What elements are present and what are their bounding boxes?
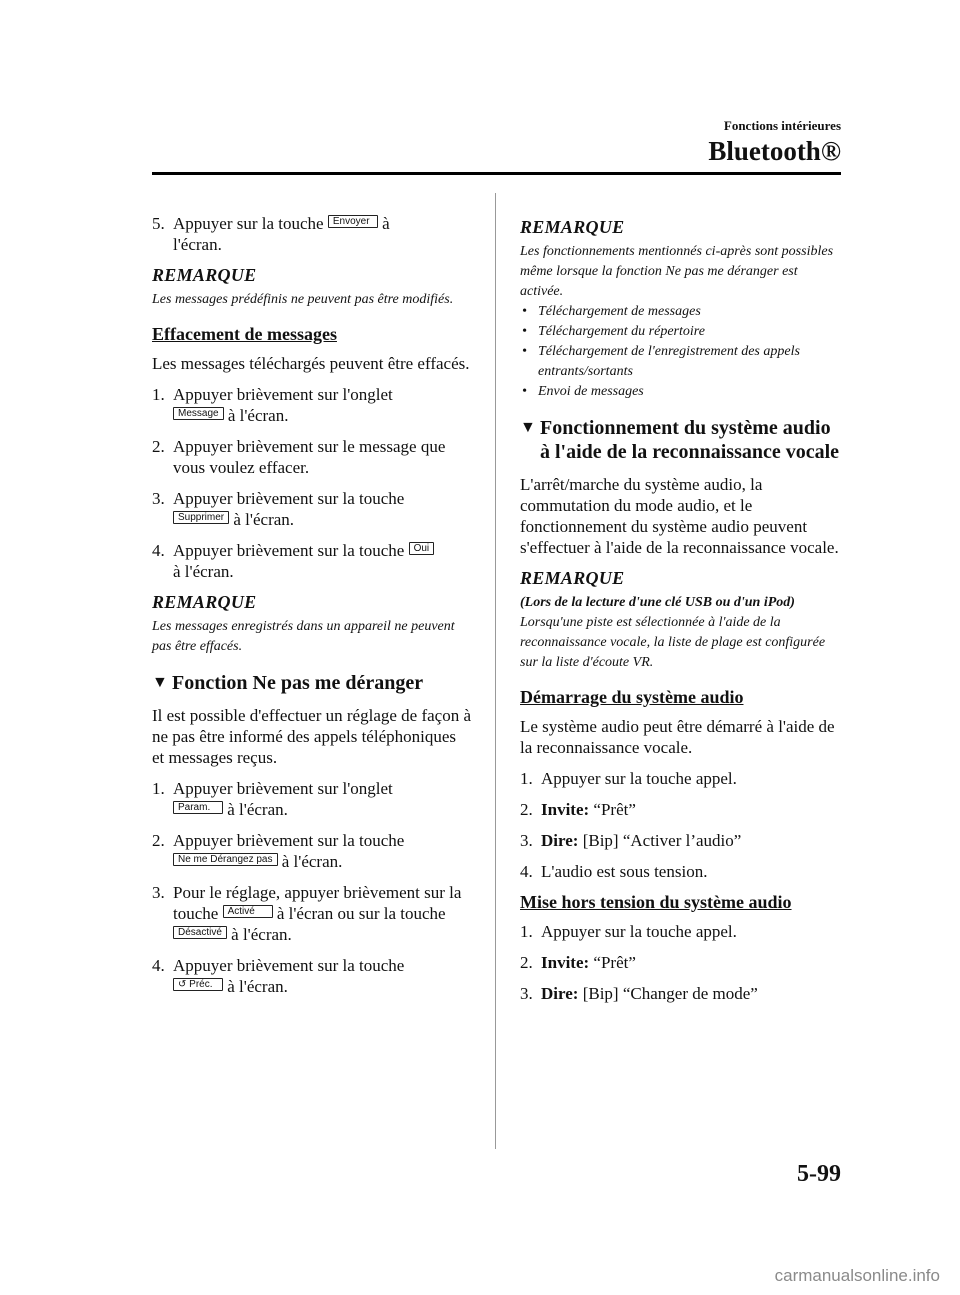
footer-watermark[interactable]: carmanualsonline.info [774, 1266, 940, 1285]
back-arrow-icon: ↺ [178, 979, 187, 990]
page-number: 5-99 [797, 1161, 841, 1187]
note-title: REMARQUE [520, 568, 625, 588]
envoyer-key: Envoyer [328, 215, 378, 228]
subheading-stop-audio: Mise hors tension du système audio [520, 892, 792, 912]
subheading-delete-messages: Effacement de messages [152, 324, 337, 344]
section-heading-do-not-disturb: ▼ Fonction Ne pas me déranger [152, 672, 424, 694]
inactive-key: Désactivé [173, 926, 227, 939]
do-not-disturb-key: Ne me Dérangez pas [173, 853, 278, 866]
step-2: 2. Appuyer brièvement sur le message que vous voulez effacer. [152, 437, 446, 477]
step-2: 2. Invite: “Prêt” [520, 800, 636, 819]
section-heading-audio-voice: ▼ Fonctionnement du système audio à l'aide de la reconnaissance vocale [520, 417, 840, 463]
header-rule [152, 172, 841, 175]
left-column [152, 213, 472, 1007]
note-title: REMARQUE [152, 592, 257, 612]
step-send: 5. Appuyer sur la touche Envoyer à l'écran. [152, 214, 390, 254]
header-title: Bluetooth® [708, 136, 841, 166]
paragraph: L'arrêt/marche du système audio, la commutation du mode audio, et le fonctionnement du système audio peuvent s'effectuer à l'aide de la reconnaissance vocale. [520, 475, 839, 557]
step-3: 3. Dire: [Bip] “Changer de mode” [520, 984, 758, 1003]
active-key: Activé [223, 905, 273, 918]
bullet-item: • Téléchargement de l'enregistrement des appels entrants/sortants [522, 344, 800, 379]
subheading-start-audio: Démarrage du système audio [520, 687, 744, 707]
back-key: ↺ Préc. [173, 978, 223, 991]
oui-key: Oui [409, 542, 435, 555]
paragraph: Il est possible d'effectuer un réglage de façon à ne pas être informé des appels téléphoniques et messages reçus. [152, 706, 471, 767]
step-3: 3. Appuyer brièvement sur la touche Supprimer à l'écran. [152, 489, 405, 529]
step-1: 1. Appuyer sur la touche appel. [520, 922, 737, 941]
paragraph: Le système audio peut être démarré à l'aide de la reconnaissance vocale. [520, 717, 835, 757]
column-divider [495, 193, 496, 1149]
header-section: Fonctions intérieures [723, 118, 841, 133]
paragraph: Les messages téléchargés peuvent être effacés. [152, 354, 470, 373]
step-1: 1. Appuyer brièvement sur l'onglet Message à l'écran. [152, 385, 393, 425]
message-key: Message [173, 407, 224, 420]
note-title: REMARQUE [152, 265, 257, 285]
triangle-icon: ▼ [152, 674, 168, 691]
note-title: REMARQUE [520, 217, 625, 237]
note-body: Les messages prédéfinis ne peuvent pas être modifiés. [152, 292, 454, 307]
step-3: 3. Pour le réglage, appuyer brièvement sur la touche Activé à l'écran ou sur la touche Désactivé à l'écran. [152, 883, 462, 944]
bullet-item: • Téléchargement du répertoire [522, 324, 705, 339]
step-2: 2. Appuyer brièvement sur la touche Ne me Dérangez pas à l'écran. [152, 831, 405, 871]
step-4: 4. L'audio est sous tension. [520, 862, 708, 881]
step-3: 3. Dire: [Bip] “Activer l’audio” [520, 831, 742, 850]
bullet-list [520, 302, 840, 402]
supprimer-key: Supprimer [173, 511, 229, 524]
step-1: 1. Appuyer sur la touche appel. [520, 769, 737, 788]
note-body: Lorsqu'une piste est sélectionnée à l'aide de la reconnaissance vocale, la liste de plage est configurée sur la liste d'écoute VR. [520, 615, 826, 670]
bullet-item: • Envoi de messages [522, 384, 644, 399]
step-4: 4. Appuyer brièvement sur la touche Oui à l'écran. [152, 540, 472, 582]
triangle-icon: ▼ [520, 419, 536, 436]
bullet-item: • Téléchargement de messages [522, 304, 701, 319]
step-2: 2. Invite: “Prêt” [520, 953, 636, 972]
step-4: 4. Appuyer brièvement sur la touche ↺ Préc. à l'écran. [152, 956, 405, 996]
step-1: 1. Appuyer brièvement sur l'onglet Param. à l'écran. [152, 779, 393, 819]
note-subtitle: (Lors de la lecture d'une clé USB ou d'un iPod) [520, 595, 795, 610]
note-body: Les messages enregistrés dans un appareil ne peuvent pas être effacés. [152, 619, 455, 654]
right-column [520, 213, 840, 1014]
note-body: Les fonctionnements mentionnés ci-après sont possibles même lorsque la fonction Ne pas me déranger est activée. [520, 244, 834, 299]
param-key: Param. [173, 801, 223, 814]
